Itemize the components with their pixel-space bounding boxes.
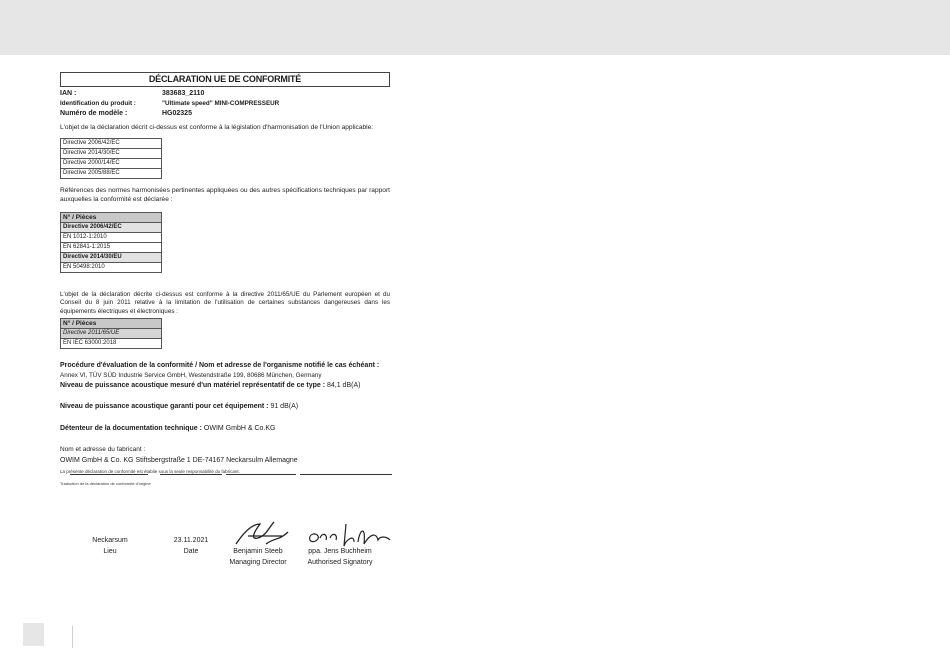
procedure-text: Annex VI, TÜV SÜD Industrie Service GmbH, Westendstraße 199, 80686 München, Germany: [60, 371, 322, 379]
place-value: Neckarsum: [92, 537, 128, 544]
norms-group: Directive 2006/42/EC: [61, 222, 162, 232]
intro-paragraph: L'objet de la déclaration décrit ci-dessus est conforme à la législation d'harmonisation de l'Union applicable:: [60, 124, 374, 131]
place-label: Lieu: [103, 548, 117, 555]
guaranteed-value: 91 dB(A): [268, 402, 299, 410]
footer-divider: [72, 626, 73, 648]
norms-item: EN 1012-1:2010: [61, 232, 162, 242]
product-row: [60, 99, 390, 109]
norms-group: Directive 2014/30/EU: [61, 252, 162, 262]
guaranteed-label: Niveau de puissance acoustique garanti pour cet équipement :: [60, 402, 269, 410]
measured-section: [60, 382, 390, 391]
ian-value: 383683_2110: [162, 90, 205, 97]
identification-block: [60, 89, 390, 119]
signer2-line: [300, 474, 392, 475]
norms-header: N° / Pièces: [61, 212, 162, 222]
place-line: [70, 474, 148, 475]
procedure-section: [60, 361, 390, 381]
signer1-line: [226, 474, 296, 475]
page-number-box: [23, 623, 44, 646]
translation-note: Traduction de la déclaration de conformité d'origine: [60, 480, 151, 486]
declaration-document: [60, 72, 390, 486]
rohs-item: EN IEC 63000:2018: [61, 339, 162, 349]
directive-cell: Directive 2005/88/EC: [61, 168, 162, 178]
date-line: [160, 474, 222, 475]
norms-item: EN 50498:2010: [61, 262, 162, 272]
ian-row: [60, 89, 390, 99]
norms-item: EN 62841-1:2015: [61, 242, 162, 252]
document-title: DÉCLARATION UE DE CONFORMITÉ: [60, 72, 390, 87]
rohs-header: N° / Pièces: [61, 319, 162, 329]
product-value: "Ultimate speed" MINI-COMPRESSEUR: [162, 100, 280, 107]
signer2-name: ppa. Jens Buchheim: [308, 548, 372, 555]
procedure-label: Procédure d'évaluation de la conformité / Nom et adresse de l'organisme notifié le cas échéant :: [60, 362, 380, 370]
manufacturer-label: Nom et adresse du fabricant :: [60, 446, 146, 454]
rohs-table: [60, 318, 162, 349]
holder-label: Détenteur de la documentation technique :: [60, 425, 202, 433]
model-value: HG02325: [162, 110, 192, 117]
holder-value: OWIM GmbH & Co.KG: [201, 425, 276, 433]
measured-value: 84,1 dB(A): [325, 381, 361, 389]
directives-table: [60, 138, 162, 179]
holder-section: [60, 425, 390, 434]
directive-cell: Directive 2000/14/EC: [61, 158, 162, 168]
signer1-title: Managing Director: [229, 559, 287, 566]
signature-steeb-icon: [230, 518, 300, 550]
date-value: 23.11.2021: [173, 537, 209, 544]
measured-label: Niveau de puissance acoustique mesuré d'un matériel représentatif de ce type :: [60, 381, 326, 389]
ian-label: IAN :: [60, 90, 77, 97]
rohs-intro: L'objet de la déclaration décrite ci-dessus est conforme à la directive 2011/65/UE du Parlement européen et du Conseil du 8 juin 2011 relative à la limitation de l'utilisation de certaines substances dangereuses dans les équipements électriques et électroniques :: [60, 290, 390, 315]
directive-cell: Directive 2006/42/EC: [61, 138, 162, 148]
manufacturer-value: OWIM GmbH & Co. KG Stiftsbergstraße 1 DE-74167 Neckarsulm Allemagne: [60, 457, 298, 465]
norms-table: [60, 212, 162, 273]
responsibility-note: La présente déclaration de conformité est établie sous la seule responsabilité du fabricant.: [60, 468, 240, 474]
signer2-title: Authorised Signatory: [307, 559, 373, 566]
directive-cell: Directive 2014/30/EC: [61, 148, 162, 158]
guaranteed-section: [60, 403, 390, 412]
signer1-name: Benjamin Steeb: [233, 548, 283, 555]
signature-buchheim-icon: [302, 518, 394, 550]
model-row: [60, 109, 390, 119]
top-bar: [0, 0, 950, 55]
rohs-directive: Directive 2011/65/UE: [61, 329, 162, 339]
product-label: Identification du produit :: [60, 100, 136, 107]
norms-intro: Références des normes harmonisées pertinentes appliquées ou des autres spécifications techniques par rapport auxquelles la conformité est déclarée :: [60, 186, 390, 203]
model-label: Numéro de modèle :: [60, 110, 128, 117]
date-label: Date: [183, 548, 199, 555]
